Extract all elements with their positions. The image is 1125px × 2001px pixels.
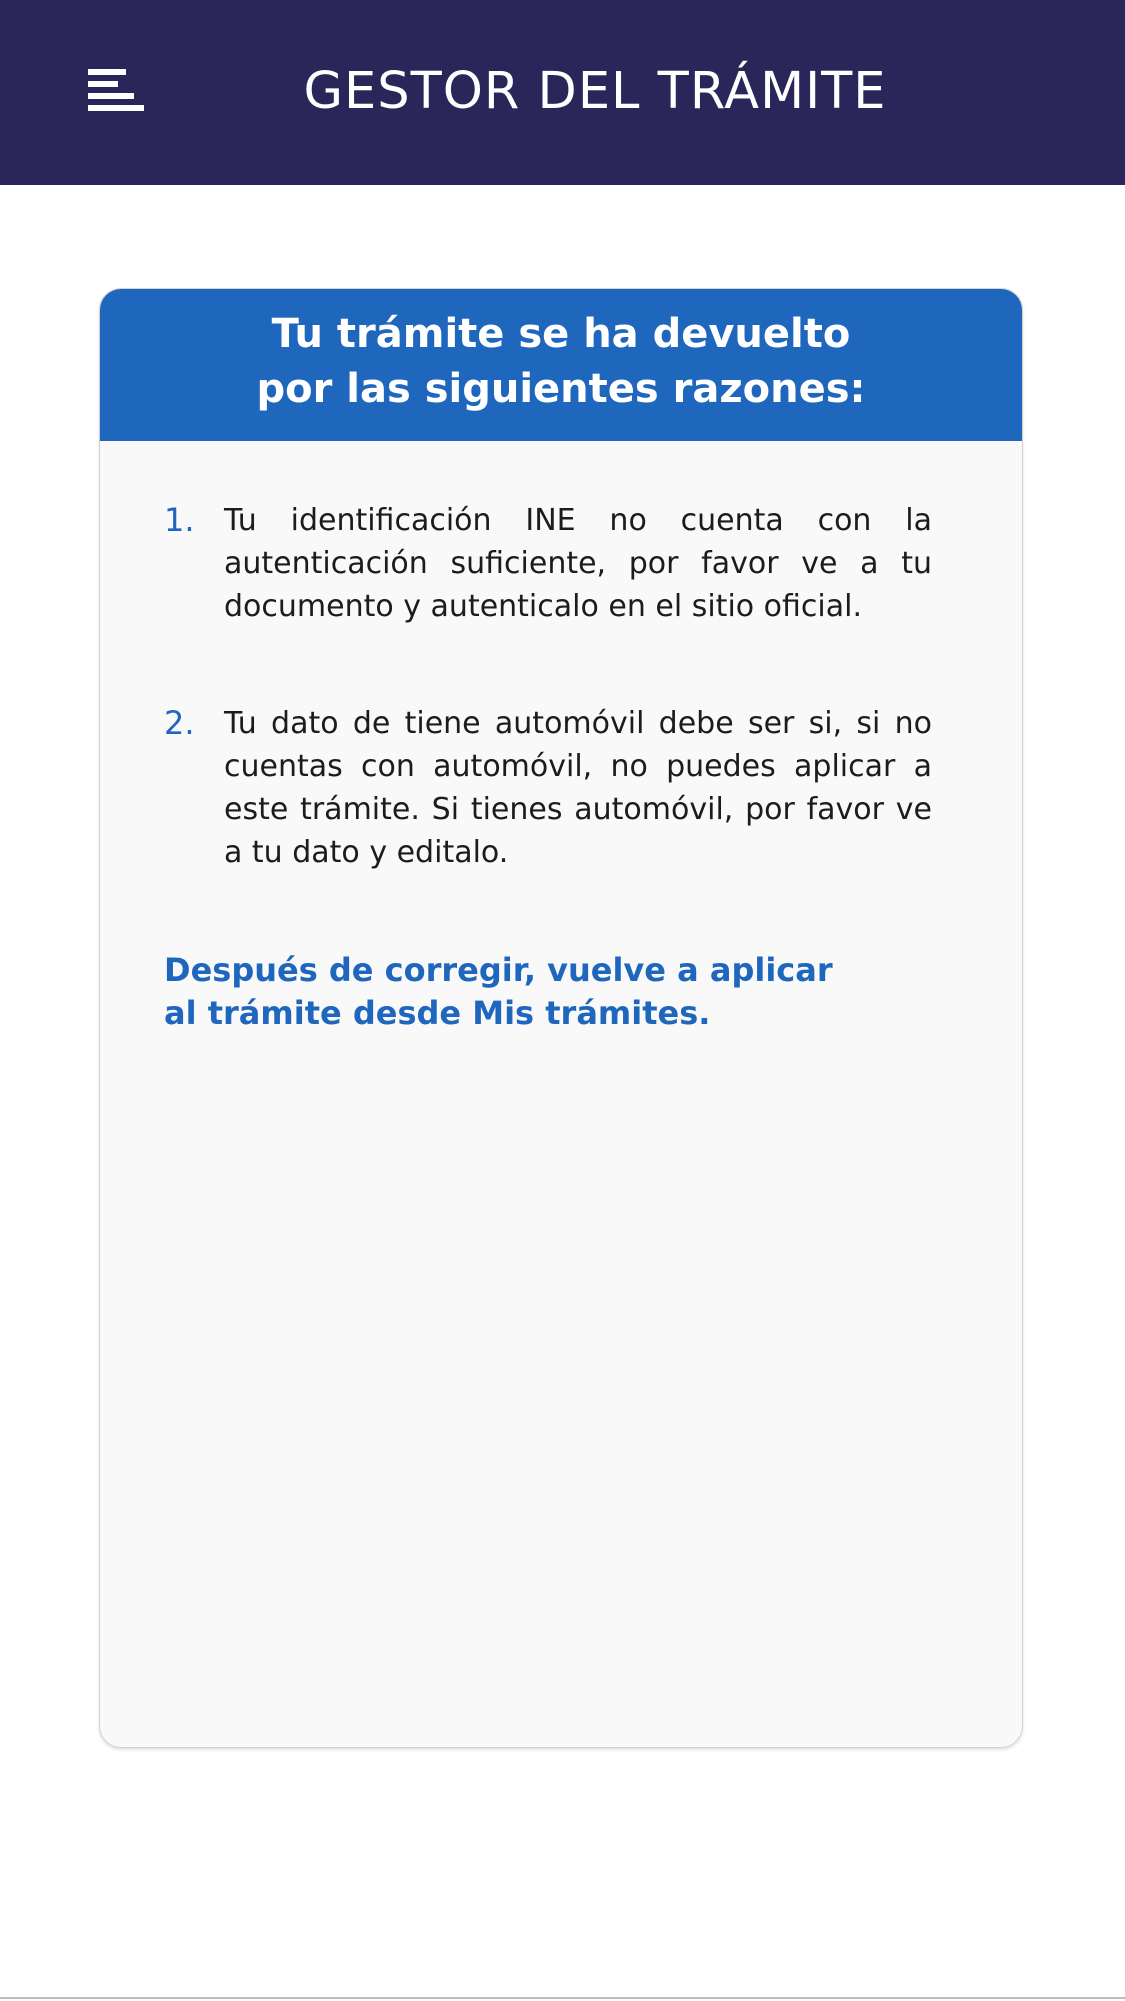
correction-note-line-2: al trámite desde Mis trámites. (164, 994, 711, 1032)
reason-text: Tu dato de tiene automóvil debe ser si, si no cuentas con automóvil, no puedes aplicar a este trámite. Si tienes automóvil, por favor ve a tu dato y editalo. (224, 706, 932, 870)
reason-text: Tu identificación INE no cuenta con la autenticación suficiente, por favor ve a tu documento y autenticalo en el sitio oficial. (224, 503, 932, 624)
correction-note-line-1: Después de corregir, vuelve a aplicar (164, 951, 833, 989)
card-header (100, 289, 1022, 441)
reason-number: 2. (164, 704, 195, 742)
reason-list (164, 499, 932, 948)
correction-note (164, 949, 924, 1035)
reason-item (164, 499, 932, 628)
card-title-line-1: Tu trámite se ha devuelto (271, 311, 851, 357)
hamburger-menu-icon[interactable] (88, 69, 146, 111)
menu-button[interactable] (74, 54, 156, 124)
page-title: GESTOR DEL TRÁMITE (303, 62, 887, 121)
returned-procedure-card (99, 288, 1023, 1748)
card-title-line-2: por las siguientes razones: (256, 366, 866, 412)
reason-number: 1. (164, 501, 195, 539)
reason-item (164, 702, 932, 874)
bottom-divider (0, 1997, 1125, 1999)
card-title (120, 307, 1002, 417)
app-header (0, 0, 1125, 185)
